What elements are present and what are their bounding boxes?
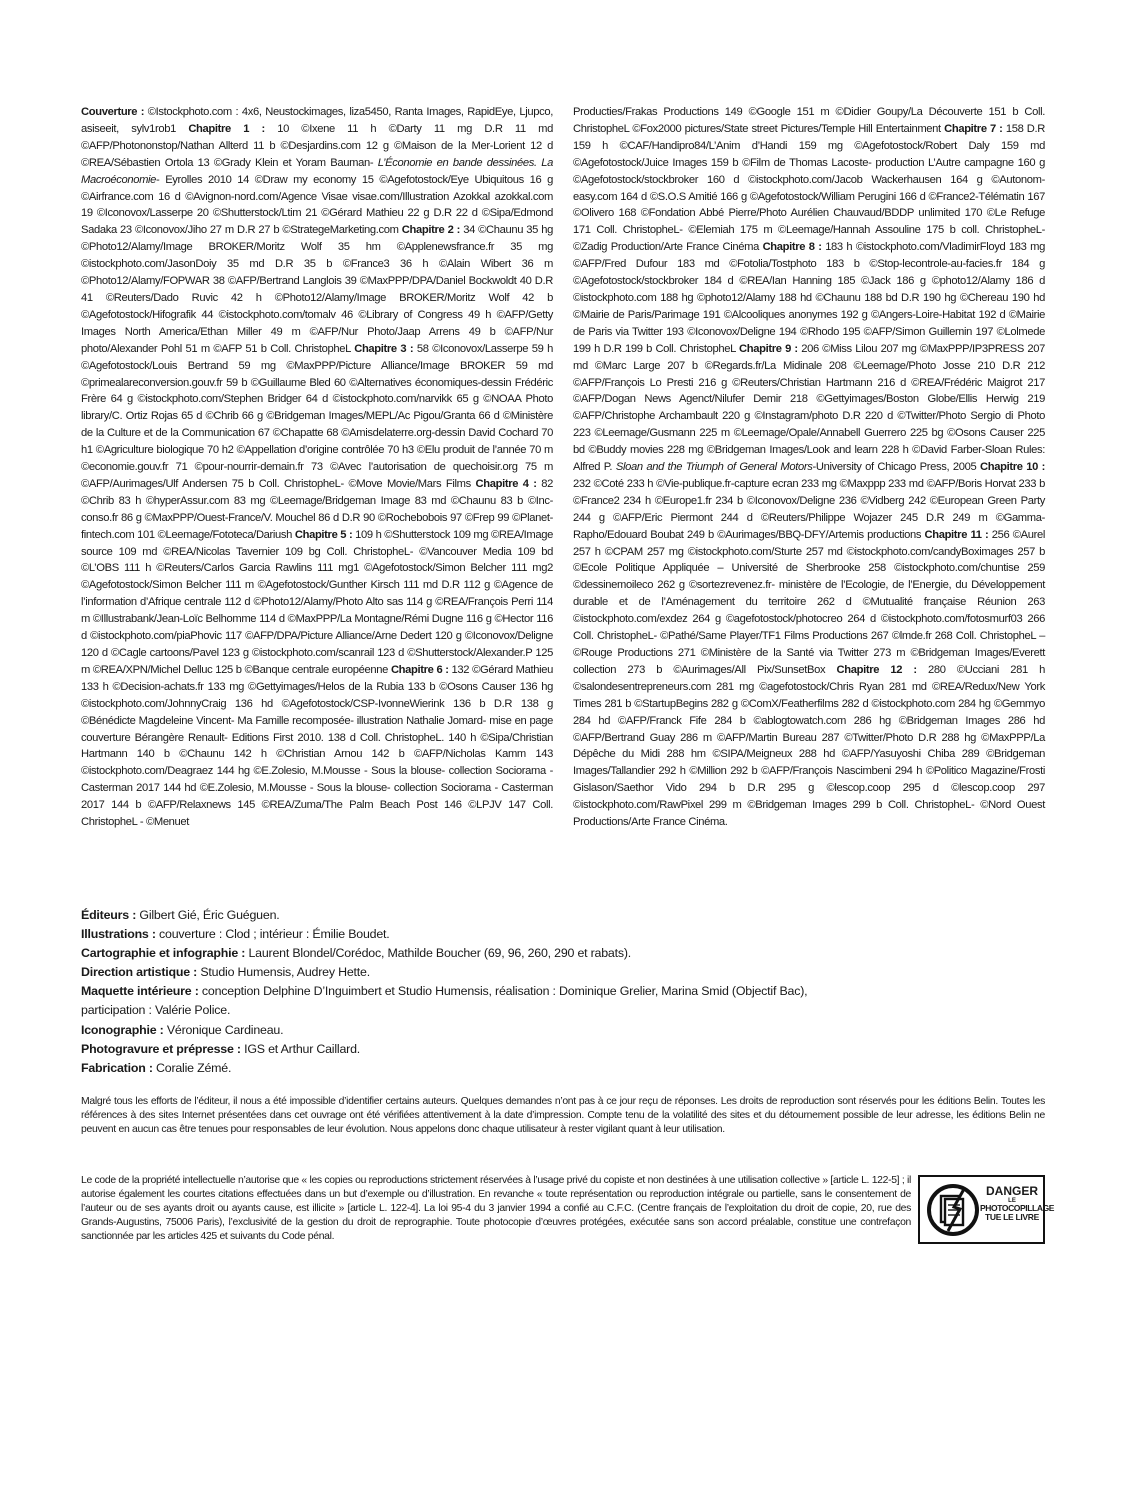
chapter-label: Chapitre 8 : [762, 241, 826, 254]
staff-line [81, 1001, 1041, 1020]
chapter-label: Chapitre 12 : [836, 663, 928, 676]
staff-role-value: couverture : Clod ; intérieur : Émilie Boudet. [159, 927, 390, 942]
staff-role-value: conception Delphine D’Inguimbert et Studio Humensis, réalisation : Dominique Grelier, Marina Smid (Objectif Bac), [201, 984, 808, 999]
chapter-label: Chapitre 1 : [188, 122, 278, 135]
chapter-label: Chapitre 10 : [980, 461, 1045, 474]
staff-role-value: Laurent Blondel/Corédoc, Mathilde Boucher (69, 96, 260, 290 et rabats). [248, 946, 632, 961]
credit-text: 280 ©Ucciani 281 h ©salondesentrepreneurs.com 281 mg ©agefotostock/Chris Ryan 281 md ©REA/Redux/New York Times 281 b ©StartupBegins 282 g ©ComX/Featherfilms 282 d ©istockphoto.com 284 hg ©Gemmyo 284 hd ©AFP/Franck Fife 284 b ©ablogtowatch.com 286 hg ©Bridgeman Images 286 hd ©AFP/Bertrand Guay 286 m ©AFP/Martin Bureau 287 ©Twitter/Photo D.R 288 hg ©MaxPPP/La Dépêche du Midi 288 hm ©SIPA/Meigneux 288 hd ©AFP/Yasuyoshi Chiba 289 ©Bridgeman Images/Tallandier 292 h ©Million 292 b ©AFP/François Nascimbeni 294 h ©Politico Magazine/Frosti Gislason/Saethor Vido 294 b D.R 295 g ©lescop.coop 295 d ©lescop.coop 297 ©istockphoto.com/RawPixel 299 m ©Bridgeman Images 299 b Coll. ChristopheL- ©Nord Ouest Productions/Arte France Cinéma. [573, 663, 1045, 829]
italic-title: L’Économie en bande dessinées. La Macroéconomie [81, 156, 553, 186]
chapter-label: Chapitre 2 : [401, 224, 464, 237]
danger-photocopy-badge [918, 1175, 1055, 1244]
credit-text: -University of Chicago Press, 2005 [812, 461, 981, 474]
staff-line [81, 925, 1041, 944]
staff-role-value: Studio Humensis, Audrey Hette. [200, 965, 370, 980]
staff-line [81, 906, 1041, 925]
staff-role-label: Fabrication : [81, 1060, 156, 1075]
staff-role-value: IGS et Arthur Caillard. [244, 1041, 361, 1056]
staff-role-label: Cartographie et infographie : [81, 946, 249, 961]
credit-text: 132 ©Gérard Mathieu 133 h ©Decision-achats.fr 133 mg ©Gettyimages/Helos de la Rubia 133 b ©Osons Causer 136 hg ©istockphoto.com/JohnnyCraig 136 hd ©Agefotostock/CSP-IvonneWierink 136 b D.R 138 g ©Bénédicte Magdeleine Vincent- Ma Famille recomposée- illustration Nathalie Jomard- mise en page couverture Bérangère Renault- Editions First 2010. 138 d Coll. ChristopheL. 140 h ©Sipa/Christian Hartmann 140 b ©Chaunu 142 h ©Christian Arnou 142 b ©AFP/Nicholas Kamm 143 ©istockphoto.com/Deagraez 144 hg ©E.Zolesio, M.Mousse - Sous la blouse- collection Sociorama - Casterman 2017 144 hd ©E.Zolesio, M.Mousse - Sous la blouse- collection Sociorama - Casterman 2017 144 b ©AFP/Relaxnews 145 ©REA/Zuma/The Palm Beach Post 146 ©LPJV 147 Coll. ChristopheL - ©Menuet [81, 663, 553, 829]
staff-line [81, 1021, 1041, 1040]
staff-line [81, 1059, 1041, 1078]
chapter-label: Chapitre 4 : [475, 477, 542, 490]
credit-text: Producties/Frakas Productions 149 ©Google 151 m ©Didier Goupy/La Découverte 151 b Coll. ChristopheL ©Fox2000 pictures/State street Pictures/Temple Hill Entertainment [573, 106, 1045, 135]
credit-text: 58 ©Iconovox/Lasserpe 59 h ©Agefotostock/Louis Bertrand 59 mg ©MaxPPP/Picture Alliance/Image BROKER 59 md ©primealareconversion.gouv.fr 59 b ©Guillaume Bled 60 ©Alternatives économiques-dessin Frédéric Frère 64 g ©istockphoto.com/Stephen Bridger 64 d ©istockphoto.com/narvikk 65 g ©NOAA Photo library/C. Ortiz Rojas 65 d ©Chrib 66 g ©Bridgeman Images/MEPL/Ac Pigou/Granta 66 d ©Ministère de la Culture et de la Communication 67 ©Chapatte 68 ©Amisdelaterre.org-dessin David Cochard 70 h1 ©Agriculture biologique 70 h2 ©Appellation d’origine contrôlée 70 h3 ©Elu produit de l’année 70 m ©economie.gouv.fr 71 ©pour-nourrir-demain.fr 73 ©Avec l’autorisation de quechoisir.org 75 m ©AFP/Aurimages/Ulf Andersen 75 b Coll. ChristopheL- ©Move Movie/Mars Films [81, 342, 553, 490]
credit-text: 256 ©Aurel 257 h ©CPAM 257 mg ©istockphoto.com/Sturte 257 md ©istockphoto.com/candyBoximages 257 b ©Ecole Politique Appliquée – Université de Sherbrooke 258 ©istockphoto.com/chuntise 259 ©dessinemoileco 262 g ©sortezrevenez.fr- ministère de l’Ecologie, de l’Energie, du Développement durable et de l’Aménagement du territoire 262 d ©Mutualité française Réunion 263 ©istockphoto.com/exdez 264 g ©agefotostock/photocreo 264 d ©istockphoto.com/fotosmurf03 266 Coll. ChristopheL- ©Pathé/Same Player/TF1 Films Productions 267 ©lmde.fr 268 Coll. ChristopheL – ©Rouge Productions 271 ©Ministère de la Santé via Twitter 273 m ©Bridgeman Images/Everett collection 273 b ©Aurimages/All Pix/SunsetBox [573, 528, 1045, 676]
danger-title: DANGER [985, 1184, 1038, 1198]
disclaimer-paragraph: Malgré tous les efforts de l’éditeur, il nous a été impossible d’identifier certains auteurs. Quelques demandes n’ont pas à ce jour reçu de réponses. Les droits de reproduction sont réservés pour les éditions Belin. Toutes les références à des sites Internet présentées dans cet ouvrage ont été vérifiées attentivement à la date d’impression. Compte tenu de la volatilité des sites et du détournement possible de leur adresse, les éditions Belin ne peuvent en aucun cas être tenues pour responsables de leur évolution. Nous appelons donc chaque utilisateur à rester vigilant quant à leur utilisation. [81, 1096, 1045, 1136]
danger-tue-le-livre: TUE LE LIVRE [984, 1211, 1040, 1222]
staff-line [81, 963, 1041, 982]
italic-title: Sloan and the Triumph of General Motors [615, 461, 813, 474]
credit-text: 109 h ©Shutterstock 109 mg ©REA/Image source 109 md ©REA/Nicolas Tavernier 109 bg Coll. ChristopheL- ©Vancouver Media 109 bd ©L’OBS 111 h ©Reuters/Carlos Garcia Rawlins 111 mg1 ©Agefotostock/Simon Belcher 111 mg2 ©Agefotostock/Simon Belcher 111 m ©Agefotostock/Gunther Kirsch 111 md D.R 112 g ©Agence de l’information d’Afrique centrale 112 d ©Photo12/Alamy/Photo Alto sas 114 g ©REA/François Perri 114 m ©Illustrabank/Jean-Loïc Belhomme 114 d ©MaxPPP/La Montagne/Rémi Dugne 116 g ©Hector 116 d ©istockphoto.com/piaPhovic 117 ©AFP/DPA/Picture Alliance/Arne Dedert 120 g ©Iconovox/Deligne 120 d ©Cagle cartoons/Pavel 123 g ©istockphoto.com/scanrail 123 d ©Shutterstock/Alexander.P 125 m ©REA/XPN/Michel Delluc 125 b ©Banque centrale européenne [81, 528, 553, 676]
credits-right-column [573, 104, 1045, 831]
staff-credits [81, 906, 1041, 1078]
chapter-label: Chapitre 3 : [354, 342, 417, 355]
credit-text: ©Istockphoto.com : 4x6, Neustockimages, liza5450, Ranta Images, RapidEye, Ljupco, asiseeit, sylv1rob1 [81, 106, 553, 135]
chapter-label: Chapitre 6 : [390, 663, 452, 676]
danger-photocopillage: PHOTOCOPILLAGE [980, 1202, 1055, 1213]
staff-role-label: Maquette intérieure : [81, 984, 202, 999]
credit-text: 232 ©Coté 233 h ©Vie-publique.fr-capture ecran 233 mg ©Maxppp 233 md ©AFP/Boris Horvat 233 b ©France2 234 h ©Europe1.fr 234 b ©Iconovox/Deligne 236 ©Vidberg 242 ©European Green Party 244 g ©AFP/Eric Piermont 244 d ©Reuters/Philippe Wojazer 245 D.R 249 m ©Gamma-Rapho/Edouard Boubat 249 b ©Aurimages/BBQ-DFY/Artemis productions [573, 477, 1045, 541]
chapter-label: Chapitre 9 : [739, 342, 802, 355]
credit-text: 206 ©Miss Lilou 207 mg ©MaxPPP/IP3PRESS 207 md ©Marc Large 207 b ©Regards.fr/La Midinale 208 ©Leemage/Photo Josse 210 D.R 212 ©AFP/François Lo Presti 216 g ©Reuters/Christian Hartmann 216 d ©REA/Frédéric Maigrot 217 ©AFP/Dogan News Agenct/Nilufer Demir 218 ©Gettyimages/Boston Globe/Ellis Herwig 219 ©AFP/Christophe Archambault 220 g ©Instagram/photo D.R 220 d ©Twitter/Photo Sergio di Photo 223 ©Leemage/Gusmann 225 m ©Leemage/Opale/Annabell Guerrero 225 bg ©Osons Causer 225 bd ©Buddy movies 228 mg ©Bridgeman Images/Look and learn 228 h ©David Farber-Sloan Rules: Alfred P. [573, 342, 1045, 474]
staff-role-label: Éditeurs : [81, 908, 140, 922]
credit-text: 158 D.R 159 h ©CAF/Handipro84/L’Anim d’Handi 159 mg ©Agefotostock/Robert Daly 159 md ©Agefotostock/Juice Images 159 b ©Film de Thomas Lacoste- production L’Autre campagne 160 g ©Agefotostock/stockbroker 160 d ©istockphoto.com/Jacob Wackerhausen 164 g ©Autonom-easy.com 164 d ©S.O.S Amitié 166 g ©Agefotostock/William Perugini 166 d ©France2-Télématin 167 ©Olivero 168 ©Fondation Abbé Pierre/Photo Aurélien Chauvaud/BDDP unlimited 170 ©Le Refuge 171 Coll. ChristopheL- ©Elemiah 175 m ©Leemage/Hannah Assouline 175 b coll. ChristopheL- ©Zadig Production/Arte France Cinéma [573, 122, 1045, 254]
danger-text [980, 1184, 1055, 1222]
staff-role-label: Direction artistique : [81, 965, 201, 980]
staff-line [81, 982, 1041, 1001]
credits-left-column [81, 104, 553, 831]
staff-line [81, 1040, 1041, 1059]
danger-small-text: LE [1008, 1197, 1016, 1204]
credit-text: 10 ©Ixene 11 h ©Darty 11 mg D.R 11 md ©AFP/Photononstop/Nathan Allterd 11 b ©Desjardins.com 12 g ©Maison de la Mer-Lorient 12 d ©REA/Sébastien Ortola 13 ©Grady Klein et Yoram Bauman- [81, 122, 554, 169]
staff-role-label: Iconographie : [81, 1022, 167, 1037]
staff-role-label: Illustrations : [81, 927, 160, 942]
legal-notice-paragraph: Le code de la propriété intellectuelle n’autorise que « les copies ou reproductions strictement réservées à l’usage privé du copiste et non destinées à une utilisation collective » [article L. 122-5] ; il autorise également les courtes citations effectuées dans un but d’exemple ou d’illustration. En revanche « toute représentation ou reproduction intégrale ou partielle, sans le consentement de l’auteur ou de ses ayants droit ou ayants cause, est illicite » [article L. 122-4]. La loi 95-4 du 3 janvier 1994 a confié au C.F.C. (Centre français de l’exploitation du droit de copie, 20, rue des Grands-Augustins, 75006 Paris), l’exclusivité de la gestion du droit de reprographie. Toute photocopie d’œuvres protégées, exécutée sans son accord préalable, constitue une contrefaçon sanctionnée par les articles 425 et suivants du Code pénal. [81, 1175, 911, 1243]
chapter-label: Chapitre 11 : [924, 528, 992, 541]
credit-text: 82 ©Chrib 83 h ©hyperAssur.com 83 mg ©Leemage/Bridgeman Image 83 md ©Chaunu 83 b ©Inc-conso.fr 86 g ©MaxPPP/Ouest-France/V. Mouchel 86 d D.R 90 ©Rochebobois 97 ©Frep 99 ©Planet-fintech.com 101 ©Leemage/Fototeca/Dariush [81, 477, 553, 541]
staff-role-value: Gilbert Gié, Éric Guéguen. [139, 908, 280, 922]
staff-role-value: Coralie Zémé. [156, 1060, 232, 1075]
credit-text: - Eyrolles 2010 14 ©Draw my economy 15 ©Agefotostock/Eye Ubiquitous 16 g ©Airfrance.com 16 d ©Avignon-nord.com/Agence Visae visae.com/Illustration Azokkal azokkal.com 19 ©Iconovox/Lasserpe 20 ©Shutterstock/Ltim 21 ©Gérard Mathieu 22 g D.R 22 d ©Sipa/Edmond Sadaka 23 ©Iconovox/Jiho 27 m D.R 27 b ©StrategeMarketing.com [81, 173, 553, 237]
no-photocopy-book-icon [926, 1183, 980, 1237]
chapter-label: Chapitre 5 : [294, 528, 356, 541]
credit-text: 183 h ©istockphoto.com/VladimirFloyd 183 mg ©AFP/Fred Dufour 183 md ©Fotolia/Tostphoto 183 b ©Stop-lecontrole-au-facies.fr 184 g ©Agefotostock/stockbroker 184 d ©REA/Ian Hanning 185 ©Jack 186 g ©photo12/Alamy 186 d ©istockphoto.com 188 hg ©photo12/Alamy 188 hd ©Chaunu 188 bd D.R 190 hg ©Chereau 190 hd ©Mairie de Paris/Parimage 191 ©Alcooliques anonymes 192 g ©Angers-Loire-Habitat 192 d ©Mairie de Paris via Twitter 193 ©Iconovox/Deligne 194 ©Rhodo 195 ©AFP/Simon Guillemin 197 ©Lolmede 199 h D.R 199 b Coll. ChristopheL [573, 241, 1045, 355]
chapter-label: Chapitre 7 : [944, 122, 1006, 135]
credit-text: 34 ©Chaunu 35 hg ©Photo12/Alamy/Image BROKER/Moritz Wolf 35 hm ©Applenewsfrance.fr 35 mg ©istockphoto.com/JasonDoiy 35 md D.R 35 b ©France3 36 h ©Alain Wibert 36 m ©Photo12/Alamy/FOPWAR 38 ©AFP/Bertrand Langlois 39 ©MaxPPP/DPA/Daniel Bockwoldt 40 D.R 41 ©Reuters/Dado Ruvic 42 h ©Photo12/Alamy/Image BROKER/Moritz Wolf 42 b ©Agefotostock/Hifografik 44 ©istockphoto.com/tomalv 46 ©Library of Congress 49 h ©AFP/Getty Images North America/Ethan Miller 49 m ©AFP/Nur Photo/Jaap Arrens 49 b ©AFP/Nur photo/Alexander Pohl 51 m ©AFP 51 b Coll. ChristopheL [81, 224, 553, 355]
staff-role-value: participation : Valérie Police. [81, 1003, 231, 1018]
staff-role-value: Véronique Cardineau. [166, 1022, 284, 1037]
chapter-label: Couverture : [81, 106, 148, 118]
staff-line [81, 944, 1041, 963]
staff-role-label: Photogravure et prépresse : [81, 1041, 245, 1056]
